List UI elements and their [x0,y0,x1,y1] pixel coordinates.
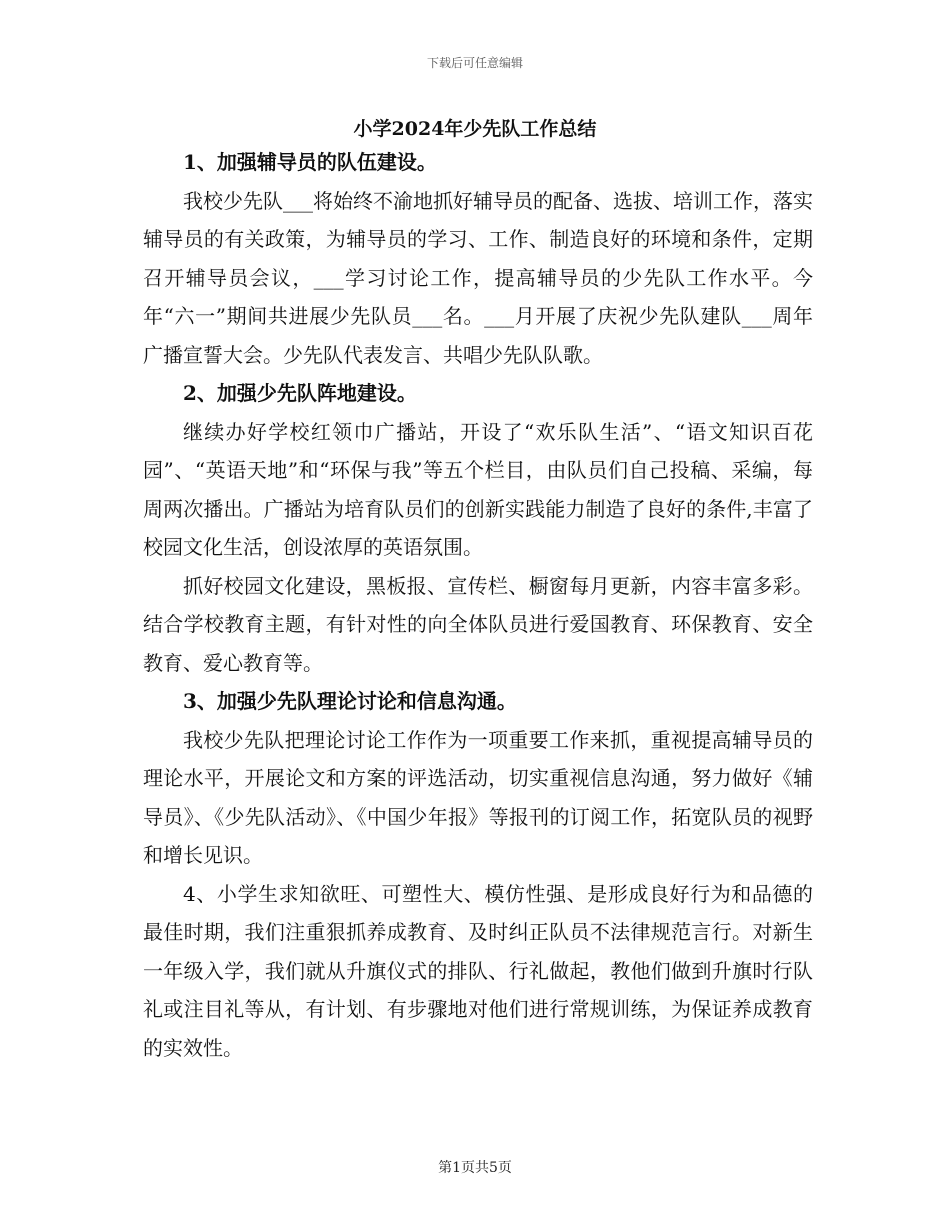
document-title: 小学2024年少先队工作总结 [353,118,597,140]
header-note: 下载后可任意编辑 [426,56,523,70]
section-heading-1: 1、加强辅导员的队伍建设。 [183,150,437,174]
section-2-paragraph-1: 继续办好学校红领巾广播站，开设了“欢乐队生活”、“语文知识百花园”、“英语天地”和“环保与我”等五个栏目，由队员们自己投稿、采编，每周两次播出。广播站为培育队员们的创新实践能力制造了良好的条件,丰富了校园文化生活，创设浓厚的英语氛围。 [143,419,813,559]
section-3-paragraph-1: 我校少先队把理论讨论工作作为一项重要工作来抓，重视提高辅导员的理论水平，开展论文和方案的评选活动，切实重视信息沟通，努力做好《辅导员》、《少先队活动》、《中国少年报》等报刊的订阅工作，拓宽队员的视野和增长见识。 [143,727,813,867]
section-1-paragraph-1: 我校少先队___将始终不渝地抓好辅导员的配备、选拔、培训工作，落实辅导员的有关政策，为辅导员的学习、工作、制造良好的环境和条件，定期召开辅导员会议，___学习讨论工作，提高辅导员的少先队工作水平。今年“六一”期间共进展少先队员___名。___月开展了庆祝少先队建队___周年广播宣誓大会。少先队代表发言、共唱少先队队歌。 [143,188,813,367]
section-2-paragraph-2: 抓好校园文化建设，黑板报、宣传栏、橱窗每月更新，内容丰富多彩。结合学校教育主题，有针对性的向全体队员进行爱国教育、环保教育、安全教育、爱心教育等。 [143,573,813,675]
section-heading-2: 2、加强少先队阵地建设。 [183,381,417,405]
page-number: 第1页共5页 [438,1160,512,1176]
section-heading-3: 3、加强少先队理论讨论和信息沟通。 [183,689,517,713]
section-3-paragraph-2: 4、小学生求知欲旺、可塑性大、模仿性强、是形成良好行为和品德的最佳时期，我们注重狠抓养成教育、及时纠正队员不法律规范言行。对新生一年级入学，我们就从升旗仪式的排队、行礼做起，教他们做到升旗时行队礼或注目礼等从，有计划、有步骤地对他们进行常规训练，为保证养成教育的实效性。 [143,881,813,1060]
document-body [143,143,813,1067]
